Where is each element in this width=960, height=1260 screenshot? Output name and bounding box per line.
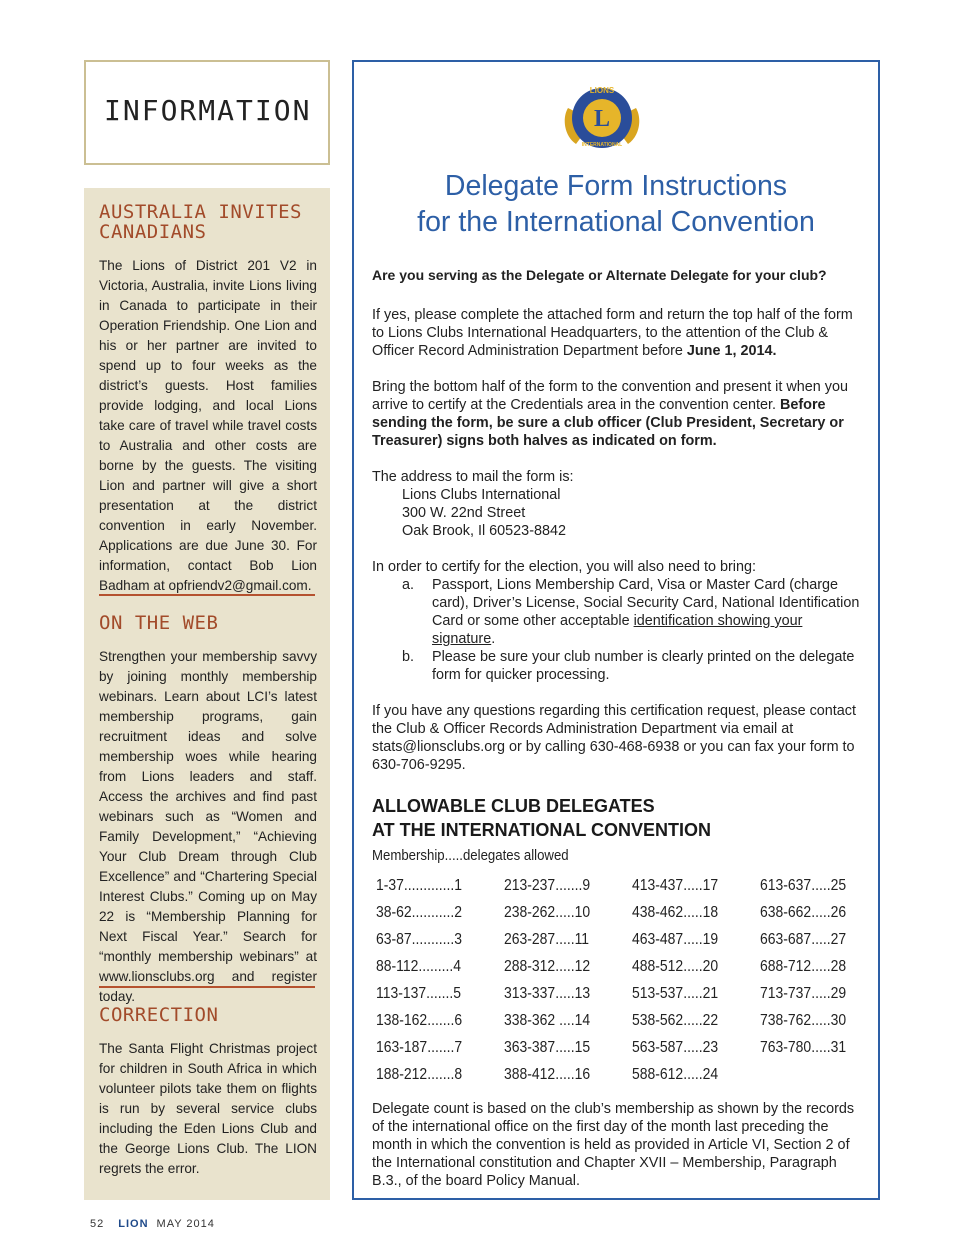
delegate-row: 738-762.....30 [760,1012,847,1029]
list-a-text: Passport, Lions Membership Card, Visa or Master Card (charge card), Driver’s License, Social Security Card, National Identification Card or some other acceptable [432,577,860,629]
heading-line-1: ALLOWABLE CLUB DELEGATES [372,796,655,816]
signature-requirement: Before sending the form, be sure a club officer (Club President, Secretary or Treasurer) signs both halves as indicated on form. [372,397,844,449]
title-line-1: Delegate Form Instructions [444,170,788,202]
delegate-row: 663-687.....27 [760,931,847,948]
address-line: Oak Brook, Il 60523-8842 [402,523,566,539]
section-divider [99,986,315,988]
delegate-row: 113-137.......5 [376,985,462,1002]
delegate-row: 613-637.....25 [760,877,847,894]
address-line: Lions Clubs International [402,487,561,503]
logo-text-top: LIONS [589,86,615,95]
delegate-row: 588-612.....24 [632,1066,719,1083]
title-line-2: for the International Convention [417,206,815,238]
delegate-row: 163-187.......7 [376,1039,463,1056]
delegate-row: 513-537.....21 [632,985,719,1002]
delegate-column-4 [760,872,888,1061]
deadline-date: June 1, 2014. [686,343,777,359]
paragraph-2-text: Bring the bottom half of the form to the convention and present it when you arrive to certify at the Credentials area in the convention center. [372,379,848,413]
delegate-row: 63-87...........3 [376,931,463,948]
address-intro: The address to mail the form is: [372,469,574,485]
delegate-instructions-panel [352,60,880,1200]
allowable-delegates-heading [372,794,864,842]
list-marker: b. [402,649,415,665]
list-marker: a. [402,577,415,593]
certification-requirements [372,558,864,684]
section-heading-web: ON THE WEB [99,612,219,634]
section-body-correction: The Santa Flight Christmas project for children in South Africa in which volunteer pilots take them on flights is run by several service clubs including the Eden Lions Club and the George Lions Club. The LION regrets the error. [99,1041,317,1176]
list-b-text: Please be sure your club number is clearly printed on the delegate form for quicker processing. [432,649,855,683]
lions-international-logo [560,78,644,158]
mailing-address-block [372,468,864,540]
delegate-row: 213-237.......9 [504,877,591,894]
delegate-row: 563-587.....23 [632,1039,719,1056]
delegate-row: 713-737.....29 [760,985,847,1002]
delegate-row: 1-37.............1 [376,877,463,894]
section-body-australia: The Lions of District 201 V2 in Victoria, Australia, invite Lions living in Canada to participate in their Operation Friendship. One Lion and his or her partner are invited to spend up to four weeks as the district’s guests. Host families provide lodging, and local Lions take care of travel while travel costs to Australia and other costs are borne by the guests. The visiting Lion and partner will give a short presentation at the district convention in early November. Applications are due June 30. For information, contact Bob Lion Badham at opfriendv2@gmail.com. [99,258,317,593]
delegate-row: 688-712.....28 [760,958,847,975]
delegate-row: 463-487.....19 [632,931,719,948]
delegate-column-1 [376,872,504,1088]
magazine-name: LION [118,1218,149,1230]
section-heading-correction: CORRECTION [99,1004,219,1026]
page-footer [90,1218,215,1230]
section-divider [99,594,315,596]
delegate-row: 388-412.....16 [504,1066,591,1083]
information-title: INFORMATION [104,94,312,127]
delegate-row: 338-362 ....14 [504,1012,591,1029]
delegate-row: 238-262.....10 [504,904,591,921]
delegate-row: 363-387.....15 [504,1039,591,1056]
delegate-row: 313-337.....13 [504,985,591,1002]
issue-date: MAY 2014 [156,1218,215,1230]
delegate-row: 538-562.....22 [632,1012,719,1029]
page-number: 52 [90,1218,105,1230]
delegate-row: 763-780.....31 [760,1039,847,1056]
delegate-row: 288-312.....12 [504,958,591,975]
delegate-row: 638-662.....26 [760,904,847,921]
membership-label: Membership.....delegates allowed [372,847,569,864]
certify-intro: In order to certify for the election, you will also need to bring: [372,559,756,575]
paragraph-1-text: If yes, please complete the attached form and return the top half of the form to Lions Clubs International Headquarters, to the attention of the Club & Officer Record Administration Department before [372,307,853,359]
panel-title [354,168,878,240]
delegate-row: 263-287.....11 [504,931,590,948]
delegate-row: 88-112.........4 [376,958,462,975]
section-heading-australia: AUSTRALIA INVITES CANADIANS [99,201,302,243]
delegate-row: 438-462.....18 [632,904,719,921]
list-item-a: a. Passport, Lions Membership Card, Visa or Master Card (charge card), Driver’s License, Social Security Card, National Identification Card or some other acceptable identification showing your signature. [402,577,860,647]
instructions-paragraph-1 [372,306,864,360]
delegate-row: 188-212.......8 [376,1066,463,1083]
delegate-column-3 [632,872,760,1088]
delegate-row: 138-162.......6 [376,1012,463,1029]
heading-line-2: AT THE INTERNATIONAL CONVENTION [372,820,711,840]
delegate-row: 488-512.....20 [632,958,719,975]
delegate-column-2 [504,872,632,1088]
instructions-paragraph-2 [372,378,864,450]
delegate-question: Are you serving as the Delegate or Alternate Delegate for your club? [372,267,827,283]
list-item-b [372,648,864,684]
delegate-row: 38-62...........2 [376,904,463,921]
contact-paragraph: If you have any questions regarding this certification request, please contact the Club & Officer Records Administration Department via email at stats@lionsclubs.org or by calling 630-468-6938 or you can fax your form to 630-706-9295. [372,703,856,773]
logo-text-bottom: INTERNATIONAL [581,142,623,148]
delegate-count-note: Delegate count is based on the club’s membership as shown by the records of the international office on the first day of the month last preceding the month in which the convention is held as provided in Article VI, Section 2 of the International constitution and Chapter XVII – Membership, Paragraph B.3., of the board Policy Manual. [372,1101,855,1189]
section-body-web: Strengthen your membership savvy by joining monthly membership webinars. Learn about LCI’s latest membership programs, gain recruitment ideas and solve membership woes while hearing from Lions leaders and staff. Access the archives and find past webinars such as “Women and Family Development,” “Achieving Your Club Dream through Club Excellence” and “Chartering Special Interest Clubs.” Coming up on May 22 is “Membership Planning for Next Fiscal Year.” Search for “monthly membership webinars” at www.lionsclubs.org and register today. [99,649,317,1004]
identification-link[interactable]: identification showing your signature [432,613,803,647]
address-line: 300 W. 22nd Street [402,505,526,521]
delegate-row: 413-437.....17 [632,877,719,894]
logo-letter: L [593,106,611,132]
information-sidebar [84,188,330,1200]
information-box [84,60,330,165]
